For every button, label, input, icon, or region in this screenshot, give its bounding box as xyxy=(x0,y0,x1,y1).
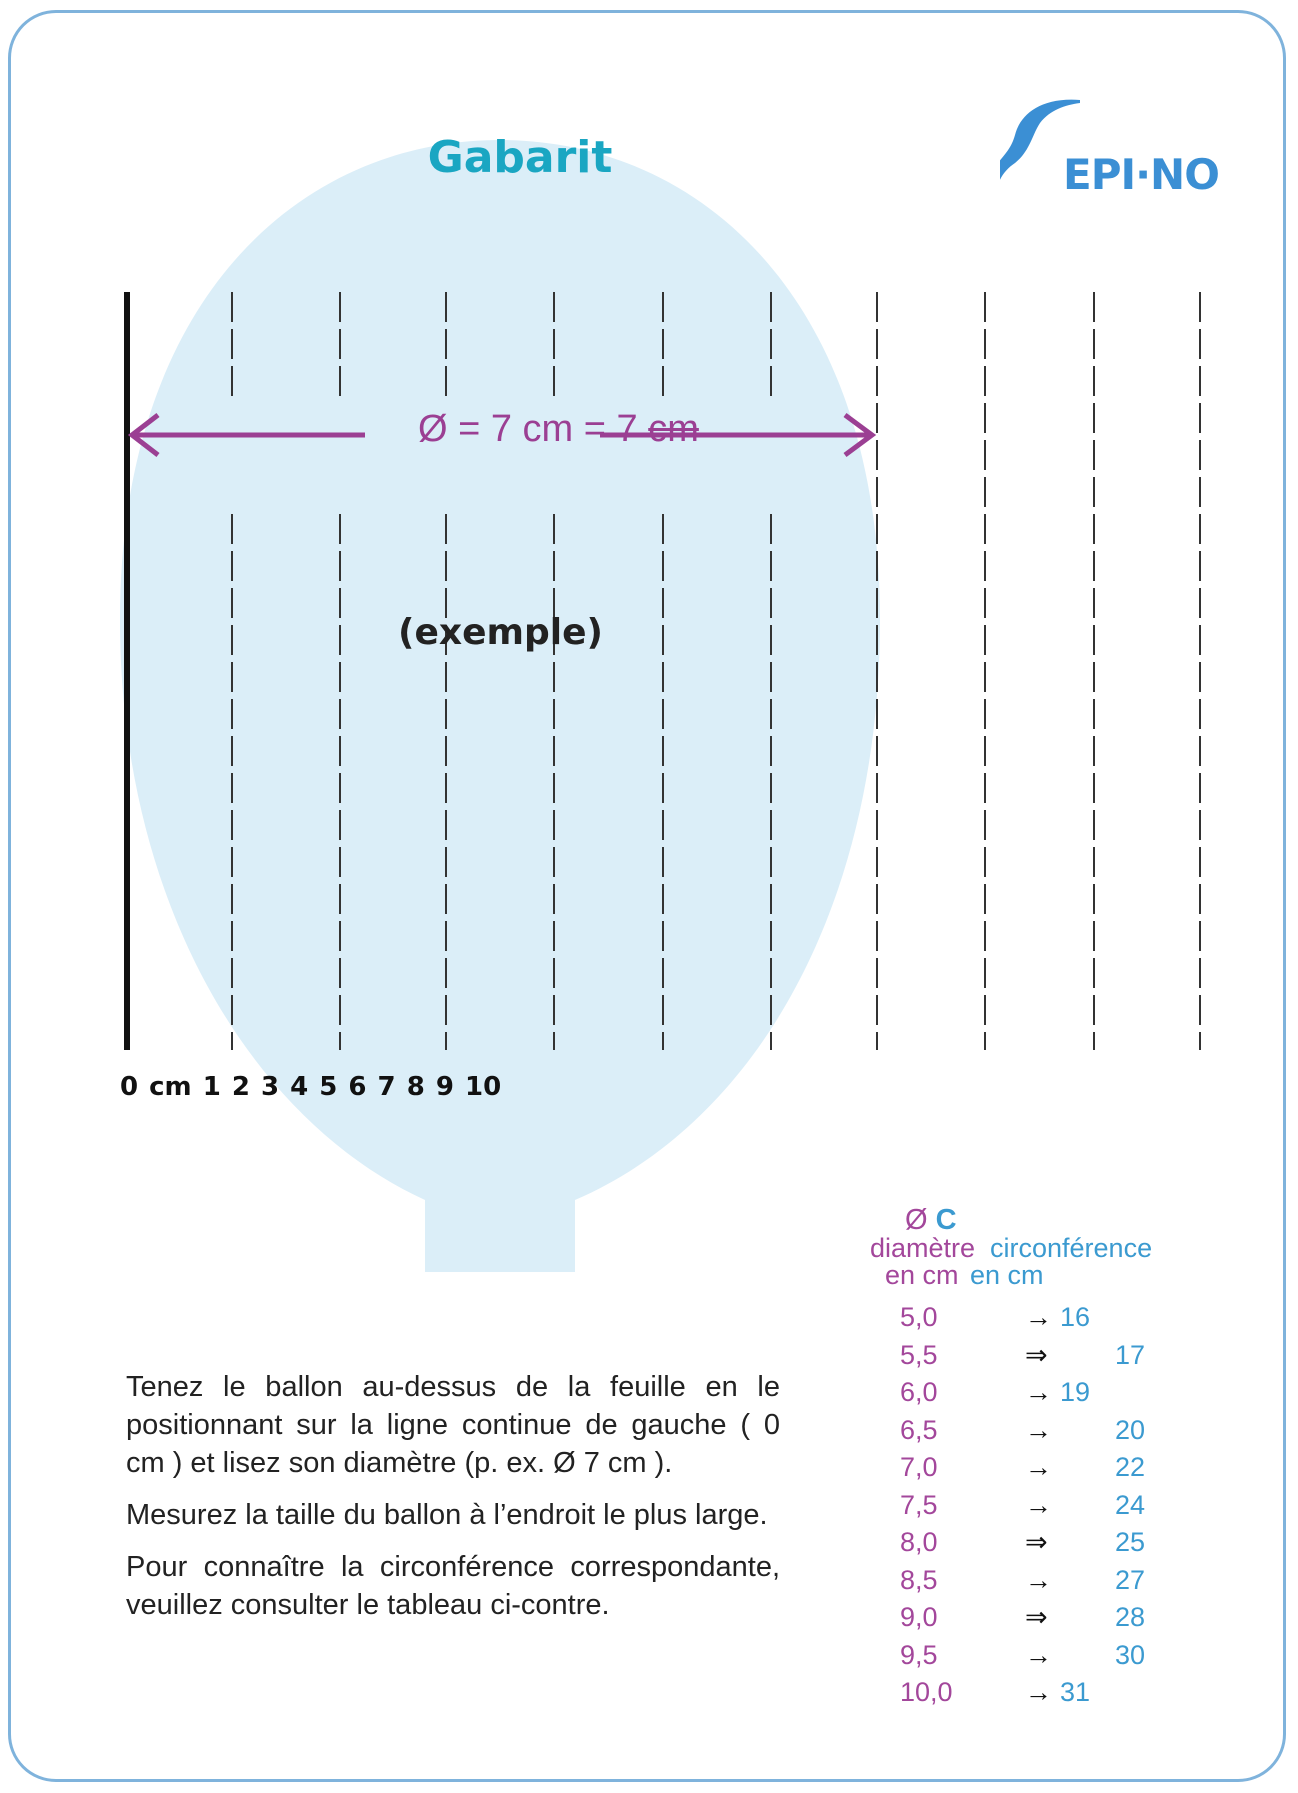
table-row xyxy=(900,1565,1200,1601)
example-label: (exemple) xyxy=(398,612,603,653)
table-row xyxy=(900,1640,1200,1676)
circumference-value: 27 xyxy=(1115,1564,1146,1595)
diameter-value: 7,5 xyxy=(900,1489,938,1520)
arrow-icon: ⇒ xyxy=(1025,1339,1048,1370)
arrow-icon: → xyxy=(1025,1489,1052,1520)
arrow-icon: → xyxy=(1025,1564,1052,1595)
table-row xyxy=(900,1377,1200,1413)
logo-text: EPI·NO xyxy=(1063,150,1219,199)
header-diameter: diamètre xyxy=(870,1233,976,1263)
instruction-paragraph: Mesurez la taille du ballon à l’endroit le plus large. xyxy=(126,1499,768,1531)
arrow-icon: ⇒ xyxy=(1025,1602,1048,1632)
diameter-value: 9,5 xyxy=(900,1639,938,1670)
circumference-value: 19 xyxy=(1060,1377,1091,1407)
circumference-value: 28 xyxy=(1115,1602,1146,1632)
diameter-value: 5,0 xyxy=(900,1302,938,1332)
arrow-icon: → xyxy=(1025,1639,1052,1670)
arrow-icon: → xyxy=(1025,1302,1052,1332)
diameter-value: 6,5 xyxy=(900,1414,938,1445)
arrow-icon: ⇒ xyxy=(1025,1527,1048,1557)
arrow-icon: → xyxy=(1025,1677,1052,1707)
circumference-value: 30 xyxy=(1115,1639,1146,1670)
cm-scale: 0 cm 1 2 3 4 5 6 7 8 9 10 xyxy=(120,1072,502,1102)
diameter-value: 10,0 xyxy=(900,1677,953,1707)
table-row xyxy=(900,1602,1200,1638)
table-row xyxy=(900,1302,1200,1338)
arrow-icon: → xyxy=(1025,1452,1052,1482)
circumference-value: 22 xyxy=(1115,1452,1146,1482)
circumference-value: 31 xyxy=(1060,1677,1091,1707)
arrow-icon: → xyxy=(1025,1377,1052,1407)
diameter-value: 7,0 xyxy=(900,1452,938,1482)
diameter-value: 5,5 xyxy=(900,1339,938,1370)
diameter-label: Ø = 7 cm = 7 cm xyxy=(418,408,699,450)
page-title: Gabarit xyxy=(427,132,613,183)
table-symbols: Ø C xyxy=(905,1204,957,1236)
circumference-value: 20 xyxy=(1115,1414,1146,1445)
instruction-paragraph: Pour connaître la circonférence correspondante, veuillez consulter le tableau ci-contre. xyxy=(126,1551,780,1621)
diameter-value: 6,0 xyxy=(900,1377,938,1407)
unit-circumference: en cm xyxy=(970,1260,1044,1290)
circumference-value: 17 xyxy=(1115,1339,1146,1370)
table-row xyxy=(900,1490,1200,1526)
circumference-value: 24 xyxy=(1115,1489,1146,1520)
header-circumference: circonférence xyxy=(990,1233,1153,1263)
diameter-value: 8,0 xyxy=(900,1527,938,1557)
unit-diameter: en cm xyxy=(885,1260,959,1290)
table-row xyxy=(900,1415,1200,1451)
arrow-icon: → xyxy=(1025,1414,1052,1445)
diameter-value: 8,5 xyxy=(900,1564,938,1595)
circumference-value: 25 xyxy=(1115,1527,1146,1557)
instruction-paragraph: Tenez le ballon au-dessus de la feuille en le positionnant sur la ligne continue de gauche ( 0 cm ) et lisez son diamètre (p. ex. Ø 7 cm ). xyxy=(126,1371,780,1479)
instructions xyxy=(126,1368,780,1638)
table-row xyxy=(900,1452,1200,1488)
circumference-value: 16 xyxy=(1060,1302,1091,1332)
table-row xyxy=(900,1677,1200,1713)
table-row xyxy=(900,1340,1200,1376)
diameter-value: 9,0 xyxy=(900,1602,938,1632)
table-row xyxy=(900,1527,1200,1563)
